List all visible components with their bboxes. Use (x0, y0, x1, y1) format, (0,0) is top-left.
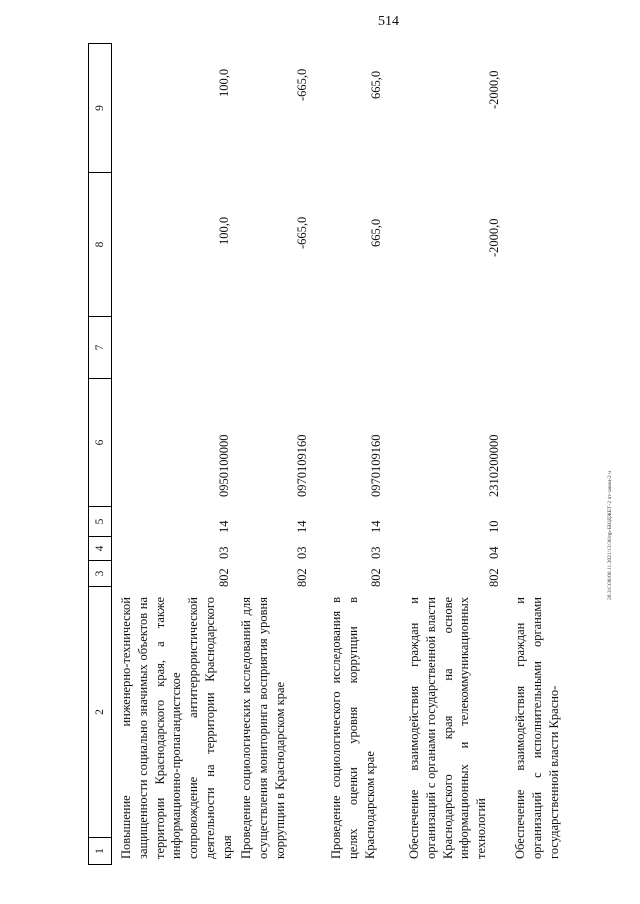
header-col-3: 3 (89, 560, 111, 586)
side-stamp: 20.3/СО0/08.11.2021/13:36/пр-БЮДЖЕТ-2 чт-закон-2 ч (607, 471, 613, 600)
cell-col-6: 0950100000 (217, 434, 231, 497)
cell-col-3: 802 (217, 568, 231, 587)
cell-col-6: 2310200000 (487, 434, 501, 497)
cell-col-6: 0970109160 (369, 434, 383, 497)
table-header (88, 43, 112, 865)
cell-col-4: 04 (487, 546, 501, 559)
row-description: Проведение социологических исследований для осуществления мониторинга восприятия уровня коррупции в Краснодарском крае (239, 597, 287, 859)
page-number: 514 (378, 14, 399, 29)
table-row (512, 43, 561, 865)
budget-table (88, 43, 561, 865)
cell-col-4: 03 (295, 546, 309, 559)
row-description: Обеспечение взаимодействия граждан и организаций с исполнительными органами государственной власти Красно- (513, 597, 561, 859)
table-row (406, 43, 506, 865)
cell-col-5: 10 (487, 520, 501, 533)
table-row (328, 43, 390, 865)
header-col-7: 7 (89, 316, 111, 378)
cell-col-3: 802 (295, 568, 309, 587)
row-description: Обеспечение взаимодействия граждан и организаций с органами государственной власти Краснодарского края на основе информационных и телекоммуникационных технологий (407, 597, 489, 859)
cell-col-5: 14 (369, 520, 383, 533)
header-col-5: 5 (89, 506, 111, 536)
header-col-4: 4 (89, 536, 111, 560)
cell-col-8: -665,0 (295, 216, 309, 249)
cell-col-9: -665,0 (295, 68, 309, 101)
row-description: Проведение социологического исследования в целях оценки уровня коррупции в Краснодарском крае (329, 597, 377, 859)
cell-col-9: -2000,0 (487, 70, 501, 109)
cell-col-6: 0970109160 (295, 434, 309, 497)
cell-col-5: 14 (217, 520, 231, 533)
cell-col-5: 14 (295, 520, 309, 533)
header-col-8: 8 (89, 172, 111, 316)
cell-col-8: -2000,0 (487, 218, 501, 257)
cell-col-4: 03 (217, 546, 231, 559)
header-col-1: 1 (89, 837, 111, 864)
cell-col-4: 03 (369, 546, 383, 559)
cell-col-9: 665,0 (369, 70, 383, 99)
header-col-6: 6 (89, 378, 111, 506)
header-col-2: 2 (89, 586, 111, 837)
table-row (116, 43, 234, 865)
cell-col-9: 100,0 (217, 68, 231, 97)
cell-col-8: 100,0 (217, 216, 231, 245)
header-col-9: 9 (94, 105, 106, 111)
row-description: Повышение инженерно-технической защищенности социально значимых объектов на территории Краснодарского края, а также информационно-пропагандистское сопровождение антитеррористической деятельности на территории Краснодарского края (119, 597, 234, 859)
cell-col-8: 665,0 (369, 218, 383, 247)
table-row (238, 43, 316, 865)
cell-col-3: 802 (369, 568, 383, 587)
cell-col-3: 802 (487, 568, 501, 587)
